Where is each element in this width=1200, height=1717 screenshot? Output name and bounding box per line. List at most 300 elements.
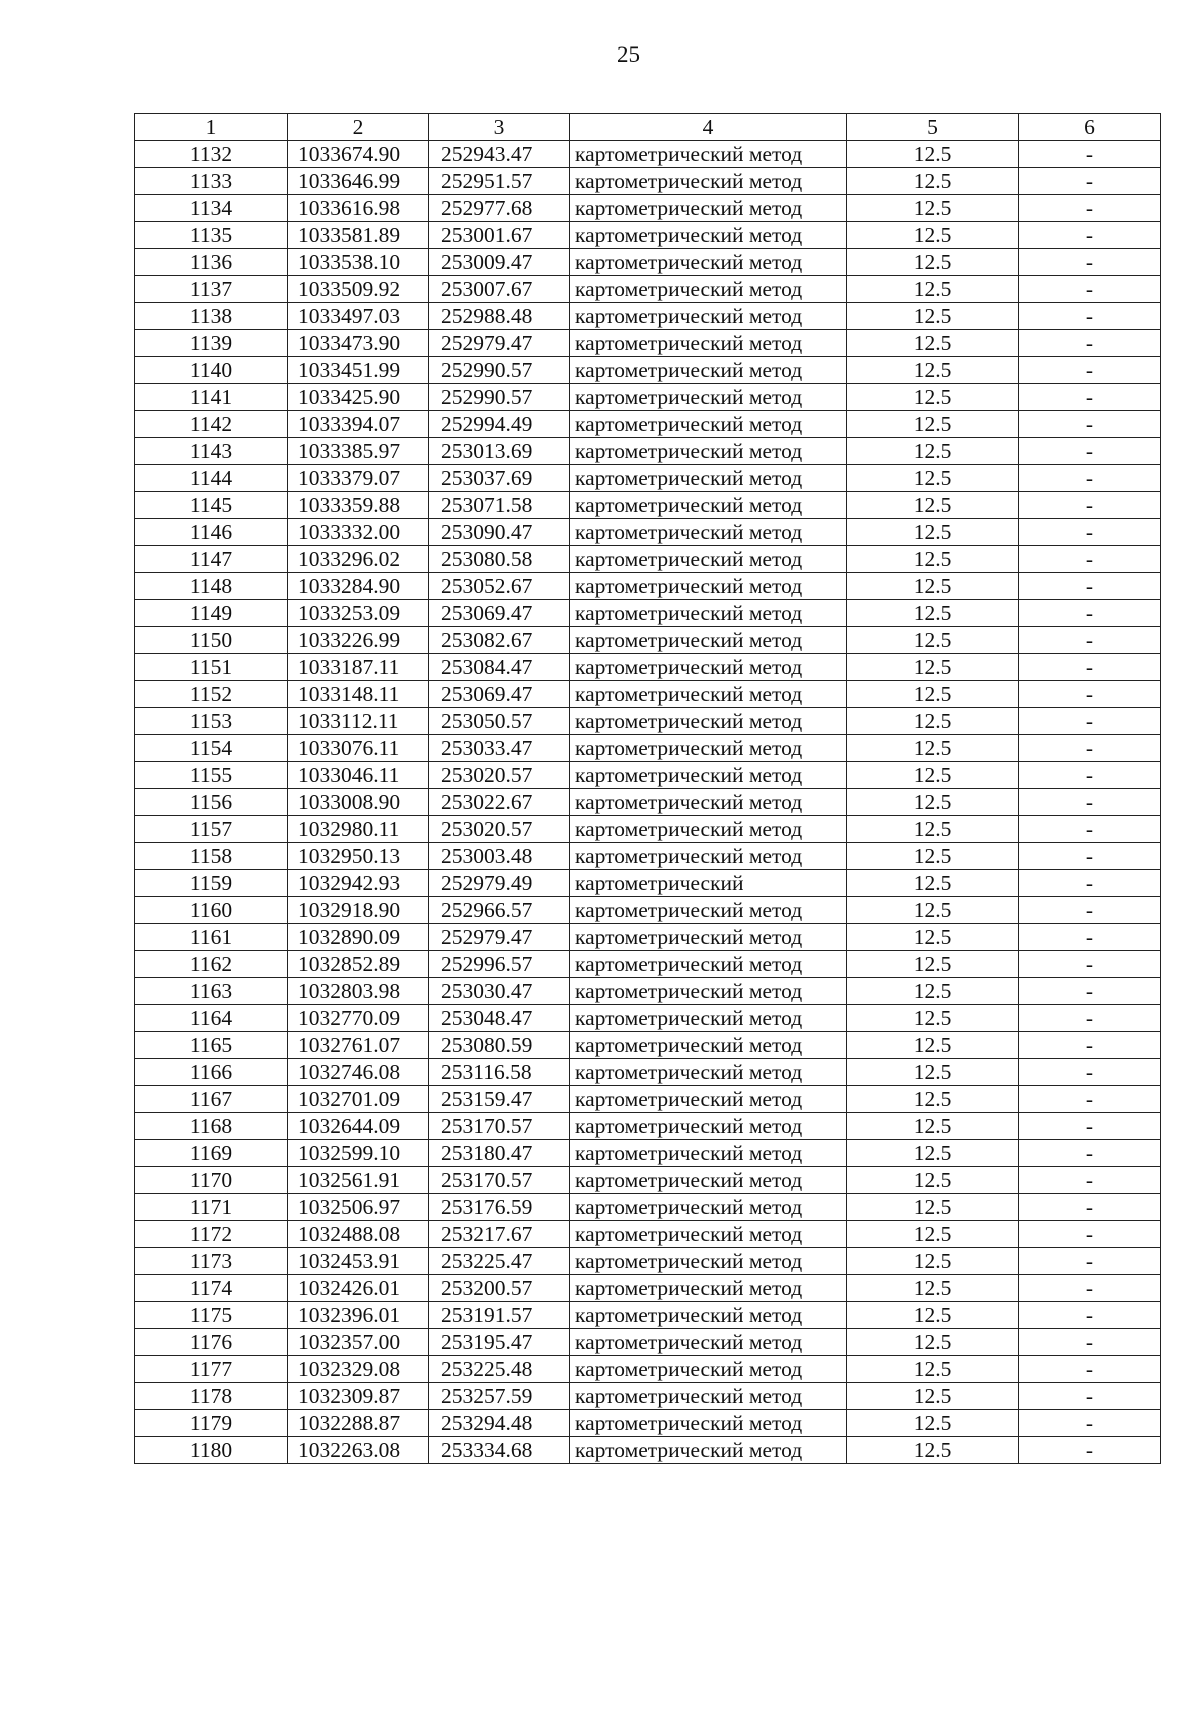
y-coordinate-cell: 253334.68 — [429, 1437, 570, 1464]
accuracy-cell: 12.5 — [847, 627, 1019, 654]
accuracy-cell: 12.5 — [847, 1437, 1019, 1464]
description-cell: - — [1019, 1167, 1161, 1194]
x-coordinate-cell: 1033473.90 — [288, 330, 429, 357]
table-row — [135, 951, 1161, 978]
method-cell: картометрический метод — [570, 195, 847, 222]
table-row — [135, 843, 1161, 870]
accuracy-cell: 12.5 — [847, 1005, 1019, 1032]
y-coordinate-cell: 253069.47 — [429, 681, 570, 708]
x-coordinate-cell: 1033385.97 — [288, 438, 429, 465]
method-cell: картометрический метод — [570, 357, 847, 384]
method-cell: картометрический метод — [570, 654, 847, 681]
method-cell: картометрический метод — [570, 735, 847, 762]
x-coordinate-cell: 1032852.89 — [288, 951, 429, 978]
y-coordinate-cell: 253020.57 — [429, 762, 570, 789]
y-coordinate-cell: 252977.68 — [429, 195, 570, 222]
y-coordinate-cell: 252951.57 — [429, 168, 570, 195]
description-cell: - — [1019, 1437, 1161, 1464]
description-cell: - — [1019, 384, 1161, 411]
x-coordinate-cell: 1033008.90 — [288, 789, 429, 816]
method-cell: картометрический метод — [570, 573, 847, 600]
method-cell: картометрический метод — [570, 411, 847, 438]
point-number-cell: 1170 — [135, 1167, 288, 1194]
description-cell: - — [1019, 1248, 1161, 1275]
accuracy-cell: 12.5 — [847, 1356, 1019, 1383]
point-number-cell: 1148 — [135, 573, 288, 600]
method-cell: картометрический метод — [570, 384, 847, 411]
table-row — [135, 330, 1161, 357]
accuracy-cell: 12.5 — [847, 411, 1019, 438]
method-cell: картометрический метод — [570, 762, 847, 789]
method-cell: картометрический метод — [570, 546, 847, 573]
y-coordinate-cell: 253176.59 — [429, 1194, 570, 1221]
y-coordinate-cell: 253050.57 — [429, 708, 570, 735]
accuracy-cell: 12.5 — [847, 168, 1019, 195]
x-coordinate-cell: 1033112.11 — [288, 708, 429, 735]
x-coordinate-cell: 1033616.98 — [288, 195, 429, 222]
point-number-cell: 1171 — [135, 1194, 288, 1221]
table-row — [135, 276, 1161, 303]
table-row — [135, 1437, 1161, 1464]
method-cell: картометрический метод — [570, 1356, 847, 1383]
table-row — [135, 1248, 1161, 1275]
y-coordinate-cell: 253033.47 — [429, 735, 570, 762]
y-coordinate-cell: 253022.67 — [429, 789, 570, 816]
description-cell: - — [1019, 519, 1161, 546]
point-number-cell: 1174 — [135, 1275, 288, 1302]
description-cell: - — [1019, 1302, 1161, 1329]
point-number-cell: 1135 — [135, 222, 288, 249]
y-coordinate-cell: 253080.59 — [429, 1032, 570, 1059]
point-number-cell: 1154 — [135, 735, 288, 762]
table-row — [135, 1194, 1161, 1221]
method-cell: картометрический метод — [570, 1275, 847, 1302]
x-coordinate-cell: 1032426.01 — [288, 1275, 429, 1302]
y-coordinate-cell: 253170.57 — [429, 1167, 570, 1194]
x-coordinate-cell: 1033425.90 — [288, 384, 429, 411]
method-cell: картометрический метод — [570, 816, 847, 843]
x-coordinate-cell: 1032644.09 — [288, 1113, 429, 1140]
y-coordinate-cell: 253217.67 — [429, 1221, 570, 1248]
description-cell: - — [1019, 249, 1161, 276]
method-cell: картометрический метод — [570, 843, 847, 870]
x-coordinate-cell: 1033226.99 — [288, 627, 429, 654]
description-cell: - — [1019, 1140, 1161, 1167]
accuracy-cell: 12.5 — [847, 141, 1019, 168]
accuracy-cell: 12.5 — [847, 924, 1019, 951]
description-cell: - — [1019, 816, 1161, 843]
y-coordinate-cell: 252979.47 — [429, 924, 570, 951]
x-coordinate-cell: 1032506.97 — [288, 1194, 429, 1221]
point-number-cell: 1176 — [135, 1329, 288, 1356]
accuracy-cell: 12.5 — [847, 573, 1019, 600]
accuracy-cell: 12.5 — [847, 303, 1019, 330]
point-number-cell: 1137 — [135, 276, 288, 303]
x-coordinate-cell: 1033253.09 — [288, 600, 429, 627]
y-coordinate-cell: 253257.59 — [429, 1383, 570, 1410]
method-cell: картометрический метод — [570, 708, 847, 735]
description-cell: - — [1019, 681, 1161, 708]
x-coordinate-cell: 1033332.00 — [288, 519, 429, 546]
description-cell: - — [1019, 357, 1161, 384]
y-coordinate-cell: 253009.47 — [429, 249, 570, 276]
x-coordinate-cell: 1033509.92 — [288, 276, 429, 303]
table-row — [135, 384, 1161, 411]
point-number-cell: 1150 — [135, 627, 288, 654]
y-coordinate-cell: 252996.57 — [429, 951, 570, 978]
description-cell: - — [1019, 735, 1161, 762]
description-cell: - — [1019, 1059, 1161, 1086]
point-number-cell: 1173 — [135, 1248, 288, 1275]
x-coordinate-cell: 1033538.10 — [288, 249, 429, 276]
method-cell: картометрический метод — [570, 1086, 847, 1113]
table-row — [135, 1221, 1161, 1248]
x-coordinate-cell: 1033394.07 — [288, 411, 429, 438]
y-coordinate-cell: 253052.67 — [429, 573, 570, 600]
method-cell: картометрический метод — [570, 141, 847, 168]
point-number-cell: 1138 — [135, 303, 288, 330]
description-cell: - — [1019, 897, 1161, 924]
x-coordinate-cell: 1032309.87 — [288, 1383, 429, 1410]
y-coordinate-cell: 253020.57 — [429, 816, 570, 843]
point-number-cell: 1136 — [135, 249, 288, 276]
point-number-cell: 1163 — [135, 978, 288, 1005]
column-header-1: 1 — [135, 114, 288, 141]
point-number-cell: 1165 — [135, 1032, 288, 1059]
method-cell: картометрический метод — [570, 330, 847, 357]
accuracy-cell: 12.5 — [847, 1140, 1019, 1167]
x-coordinate-cell: 1033359.88 — [288, 492, 429, 519]
point-number-cell: 1166 — [135, 1059, 288, 1086]
method-cell: картометрический метод — [570, 1059, 847, 1086]
method-cell: картометрический метод — [570, 303, 847, 330]
table-row — [135, 897, 1161, 924]
method-cell: картометрический метод — [570, 1248, 847, 1275]
accuracy-cell: 12.5 — [847, 1329, 1019, 1356]
accuracy-cell: 12.5 — [847, 1032, 1019, 1059]
method-cell: картометрический метод — [570, 627, 847, 654]
accuracy-cell: 12.5 — [847, 762, 1019, 789]
point-number-cell: 1132 — [135, 141, 288, 168]
method-cell: картометрический метод — [570, 978, 847, 1005]
x-coordinate-cell: 1033296.02 — [288, 546, 429, 573]
y-coordinate-cell: 253037.69 — [429, 465, 570, 492]
method-cell: картометрический метод — [570, 681, 847, 708]
point-number-cell: 1158 — [135, 843, 288, 870]
description-cell: - — [1019, 168, 1161, 195]
point-number-cell: 1161 — [135, 924, 288, 951]
x-coordinate-cell: 1032918.90 — [288, 897, 429, 924]
accuracy-cell: 12.5 — [847, 357, 1019, 384]
description-cell: - — [1019, 1005, 1161, 1032]
description-cell: - — [1019, 303, 1161, 330]
table-row — [135, 978, 1161, 1005]
x-coordinate-cell: 1032396.01 — [288, 1302, 429, 1329]
x-coordinate-cell: 1033451.99 — [288, 357, 429, 384]
method-cell: картометрический метод — [570, 600, 847, 627]
description-cell: - — [1019, 1221, 1161, 1248]
point-number-cell: 1168 — [135, 1113, 288, 1140]
method-cell: картометрический метод — [570, 1194, 847, 1221]
method-cell: картометрический метод — [570, 1302, 847, 1329]
x-coordinate-cell: 1033379.07 — [288, 465, 429, 492]
x-coordinate-cell: 1033646.99 — [288, 168, 429, 195]
point-number-cell: 1134 — [135, 195, 288, 222]
accuracy-cell: 12.5 — [847, 1113, 1019, 1140]
point-number-cell: 1179 — [135, 1410, 288, 1437]
table-row — [135, 681, 1161, 708]
accuracy-cell: 12.5 — [847, 330, 1019, 357]
method-cell: картометрический метод — [570, 1410, 847, 1437]
table-row — [135, 924, 1161, 951]
y-coordinate-cell: 253200.57 — [429, 1275, 570, 1302]
description-cell: - — [1019, 330, 1161, 357]
point-number-cell: 1180 — [135, 1437, 288, 1464]
method-cell: картометрический метод — [570, 924, 847, 951]
point-number-cell: 1178 — [135, 1383, 288, 1410]
x-coordinate-cell: 1032329.08 — [288, 1356, 429, 1383]
y-coordinate-cell: 252990.57 — [429, 357, 570, 384]
point-number-cell: 1151 — [135, 654, 288, 681]
x-coordinate-cell: 1032950.13 — [288, 843, 429, 870]
method-cell: картометрический — [570, 870, 847, 897]
column-header-3: 3 — [429, 114, 570, 141]
y-coordinate-cell: 253003.48 — [429, 843, 570, 870]
point-number-cell: 1152 — [135, 681, 288, 708]
point-number-cell: 1162 — [135, 951, 288, 978]
y-coordinate-cell: 252994.49 — [429, 411, 570, 438]
x-coordinate-cell: 1032890.09 — [288, 924, 429, 951]
method-cell: картометрический метод — [570, 465, 847, 492]
description-cell: - — [1019, 978, 1161, 1005]
column-header-2: 2 — [288, 114, 429, 141]
x-coordinate-cell: 1032761.07 — [288, 1032, 429, 1059]
description-cell: - — [1019, 492, 1161, 519]
accuracy-cell: 12.5 — [847, 708, 1019, 735]
accuracy-cell: 12.5 — [847, 735, 1019, 762]
x-coordinate-cell: 1032942.93 — [288, 870, 429, 897]
y-coordinate-cell: 252988.48 — [429, 303, 570, 330]
x-coordinate-cell: 1033674.90 — [288, 141, 429, 168]
accuracy-cell: 12.5 — [847, 249, 1019, 276]
y-coordinate-cell: 253294.48 — [429, 1410, 570, 1437]
accuracy-cell: 12.5 — [847, 1167, 1019, 1194]
y-coordinate-cell: 252979.47 — [429, 330, 570, 357]
accuracy-cell: 12.5 — [847, 897, 1019, 924]
table-row — [135, 546, 1161, 573]
point-number-cell: 1175 — [135, 1302, 288, 1329]
accuracy-cell: 12.5 — [847, 870, 1019, 897]
table-row — [135, 1356, 1161, 1383]
description-cell: - — [1019, 708, 1161, 735]
description-cell: - — [1019, 1275, 1161, 1302]
description-cell: - — [1019, 1329, 1161, 1356]
point-number-cell: 1167 — [135, 1086, 288, 1113]
method-cell: картометрический метод — [570, 1113, 847, 1140]
table-row — [135, 303, 1161, 330]
description-cell: - — [1019, 1356, 1161, 1383]
x-coordinate-cell: 1032357.00 — [288, 1329, 429, 1356]
method-cell: картометрический метод — [570, 951, 847, 978]
method-cell: картометрический метод — [570, 1437, 847, 1464]
table-row — [135, 627, 1161, 654]
point-number-cell: 1172 — [135, 1221, 288, 1248]
description-cell: - — [1019, 1410, 1161, 1437]
x-coordinate-cell: 1033148.11 — [288, 681, 429, 708]
table-row — [135, 789, 1161, 816]
description-cell: - — [1019, 951, 1161, 978]
y-coordinate-cell: 253195.47 — [429, 1329, 570, 1356]
point-number-cell: 1149 — [135, 600, 288, 627]
method-cell: картометрический метод — [570, 249, 847, 276]
accuracy-cell: 12.5 — [847, 600, 1019, 627]
x-coordinate-cell: 1032561.91 — [288, 1167, 429, 1194]
description-cell: - — [1019, 870, 1161, 897]
point-number-cell: 1143 — [135, 438, 288, 465]
description-cell: - — [1019, 789, 1161, 816]
y-coordinate-cell: 253090.47 — [429, 519, 570, 546]
description-cell: - — [1019, 627, 1161, 654]
accuracy-cell: 12.5 — [847, 222, 1019, 249]
accuracy-cell: 12.5 — [847, 1302, 1019, 1329]
y-coordinate-cell: 253080.58 — [429, 546, 570, 573]
description-cell: - — [1019, 1086, 1161, 1113]
method-cell: картометрический метод — [570, 222, 847, 249]
accuracy-cell: 12.5 — [847, 465, 1019, 492]
x-coordinate-cell: 1033187.11 — [288, 654, 429, 681]
accuracy-cell: 12.5 — [847, 1275, 1019, 1302]
accuracy-cell: 12.5 — [847, 195, 1019, 222]
column-header-6: 6 — [1019, 114, 1161, 141]
x-coordinate-cell: 1033497.03 — [288, 303, 429, 330]
y-coordinate-cell: 253159.47 — [429, 1086, 570, 1113]
x-coordinate-cell: 1032980.11 — [288, 816, 429, 843]
point-number-cell: 1164 — [135, 1005, 288, 1032]
table-row — [135, 1005, 1161, 1032]
table-row — [135, 870, 1161, 897]
description-cell: - — [1019, 546, 1161, 573]
point-number-cell: 1160 — [135, 897, 288, 924]
table-row — [135, 195, 1161, 222]
y-coordinate-cell: 252990.57 — [429, 384, 570, 411]
x-coordinate-cell: 1032599.10 — [288, 1140, 429, 1167]
point-number-cell: 1156 — [135, 789, 288, 816]
table-row — [135, 249, 1161, 276]
table-row — [135, 600, 1161, 627]
point-number-cell: 1145 — [135, 492, 288, 519]
accuracy-cell: 12.5 — [847, 816, 1019, 843]
y-coordinate-cell: 253071.58 — [429, 492, 570, 519]
method-cell: картометрический метод — [570, 519, 847, 546]
table-row — [135, 762, 1161, 789]
method-cell: картометрический метод — [570, 897, 847, 924]
method-cell: картометрический метод — [570, 168, 847, 195]
table-row — [135, 1275, 1161, 1302]
table-row — [135, 438, 1161, 465]
accuracy-cell: 12.5 — [847, 1221, 1019, 1248]
y-coordinate-cell: 253116.58 — [429, 1059, 570, 1086]
y-coordinate-cell: 253069.47 — [429, 600, 570, 627]
y-coordinate-cell: 253007.67 — [429, 276, 570, 303]
description-cell: - — [1019, 438, 1161, 465]
description-cell: - — [1019, 924, 1161, 951]
table-row — [135, 1140, 1161, 1167]
x-coordinate-cell: 1033076.11 — [288, 735, 429, 762]
description-cell: - — [1019, 411, 1161, 438]
description-cell: - — [1019, 654, 1161, 681]
y-coordinate-cell: 253048.47 — [429, 1005, 570, 1032]
y-coordinate-cell: 253001.67 — [429, 222, 570, 249]
coordinates-table — [134, 113, 1161, 1464]
table-row — [135, 168, 1161, 195]
method-cell: картометрический метод — [570, 492, 847, 519]
description-cell: - — [1019, 1032, 1161, 1059]
page-number: 25 — [617, 42, 640, 67]
point-number-cell: 1139 — [135, 330, 288, 357]
point-number-cell: 1159 — [135, 870, 288, 897]
point-number-cell: 1177 — [135, 1356, 288, 1383]
table-row — [135, 1086, 1161, 1113]
accuracy-cell: 12.5 — [847, 1248, 1019, 1275]
description-cell: - — [1019, 573, 1161, 600]
table-row — [135, 222, 1161, 249]
x-coordinate-cell: 1032288.87 — [288, 1410, 429, 1437]
column-header-4: 4 — [570, 114, 847, 141]
description-cell: - — [1019, 762, 1161, 789]
description-cell: - — [1019, 195, 1161, 222]
y-coordinate-cell: 253030.47 — [429, 978, 570, 1005]
method-cell: картометрический метод — [570, 1167, 847, 1194]
point-number-cell: 1153 — [135, 708, 288, 735]
table-row — [135, 1410, 1161, 1437]
accuracy-cell: 12.5 — [847, 1194, 1019, 1221]
accuracy-cell: 12.5 — [847, 654, 1019, 681]
y-coordinate-cell: 253013.69 — [429, 438, 570, 465]
table-row — [135, 519, 1161, 546]
y-coordinate-cell: 252966.57 — [429, 897, 570, 924]
method-cell: картометрический метод — [570, 1329, 847, 1356]
accuracy-cell: 12.5 — [847, 1059, 1019, 1086]
table-row — [135, 816, 1161, 843]
description-cell: - — [1019, 276, 1161, 303]
point-number-cell: 1157 — [135, 816, 288, 843]
y-coordinate-cell: 252979.49 — [429, 870, 570, 897]
accuracy-cell: 12.5 — [847, 843, 1019, 870]
accuracy-cell: 12.5 — [847, 546, 1019, 573]
y-coordinate-cell: 253082.67 — [429, 627, 570, 654]
x-coordinate-cell: 1032701.09 — [288, 1086, 429, 1113]
y-coordinate-cell: 253170.57 — [429, 1113, 570, 1140]
method-cell: картометрический метод — [570, 789, 847, 816]
y-coordinate-cell: 253225.48 — [429, 1356, 570, 1383]
table-row — [135, 573, 1161, 600]
method-cell: картометрический метод — [570, 276, 847, 303]
description-cell: - — [1019, 141, 1161, 168]
point-number-cell: 1147 — [135, 546, 288, 573]
accuracy-cell: 12.5 — [847, 519, 1019, 546]
table-row — [135, 735, 1161, 762]
table-row — [135, 1032, 1161, 1059]
table-row — [135, 411, 1161, 438]
x-coordinate-cell: 1032453.91 — [288, 1248, 429, 1275]
table-row — [135, 465, 1161, 492]
accuracy-cell: 12.5 — [847, 681, 1019, 708]
point-number-cell: 1142 — [135, 411, 288, 438]
accuracy-cell: 12.5 — [847, 1383, 1019, 1410]
point-number-cell: 1169 — [135, 1140, 288, 1167]
method-cell: картометрический метод — [570, 438, 847, 465]
table-row — [135, 654, 1161, 681]
